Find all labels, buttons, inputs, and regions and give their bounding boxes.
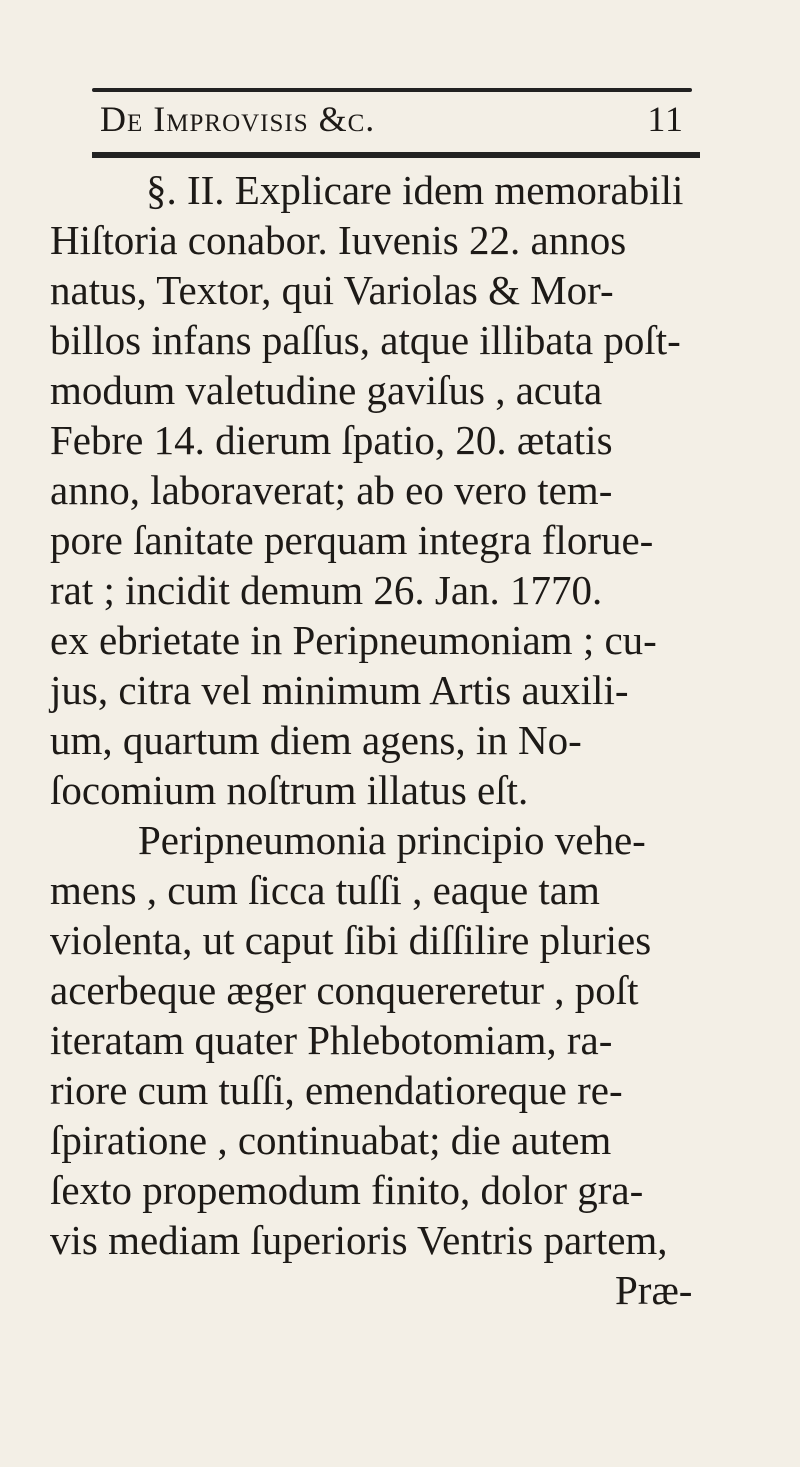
text-line: natus, Textor, qui Variolas & Mor- [50, 267, 614, 313]
text-line: mens , cum ſicca tuſſi , eaque tam [50, 867, 600, 913]
text-line: Febre 14. dierum ſpatio, 20. ætatis [50, 417, 613, 463]
body-text [50, 165, 770, 1315]
header-bottom-rule [92, 152, 700, 158]
page-number: 11 [647, 99, 684, 139]
text-line: billos infans paſſus, atque illibata poſt- [50, 317, 681, 363]
text-line: ſpiratione , continuabat; die autem [50, 1117, 612, 1163]
text-line: iteratam quater Phlebotomiam, ra- [50, 1017, 613, 1063]
text-line: ex ebrietate in Peripneumoniam ; cu- [50, 617, 657, 663]
text-line: rat ; incidit demum 26. Jan. 1770. [50, 567, 603, 613]
text-line: vis mediam ſuperioris Ventris partem, [50, 1217, 668, 1263]
text-line: ſocomium noſtrum illatus eſt. [50, 767, 529, 813]
text-line: Peripneumonia principio vehe- [138, 817, 646, 863]
text-line: Hiſtoria conabor. Iuvenis 22. annos [50, 217, 627, 263]
running-header [100, 98, 690, 146]
catchword: Præ- [615, 1267, 693, 1313]
text-line: modum valetudine gaviſus , acuta [50, 367, 603, 413]
text-line: acerbeque æger conquereretur , poſt [50, 967, 639, 1013]
text-line: pore ſanitate perquam integra floruе- [50, 517, 654, 563]
text-line: violenta, ut caput ſibi diſſilire pluries [50, 917, 652, 963]
text-line: riore cum tuſſi, emendatioreque re- [50, 1067, 623, 1113]
text-line: jus, citra vel minimum Artis auxili- [50, 667, 629, 713]
text-line: §. II. Explicare idem memorabili [146, 167, 684, 213]
text-line: ſexto propemodum finito, dolor gra- [50, 1167, 644, 1213]
text-line: anno, laboraverat; ab eo vero tem- [50, 467, 613, 513]
text-line: um, quartum diem agens, in No- [50, 717, 582, 763]
header-top-rule [92, 88, 692, 92]
running-title: De Improvisis &c. [100, 99, 376, 139]
